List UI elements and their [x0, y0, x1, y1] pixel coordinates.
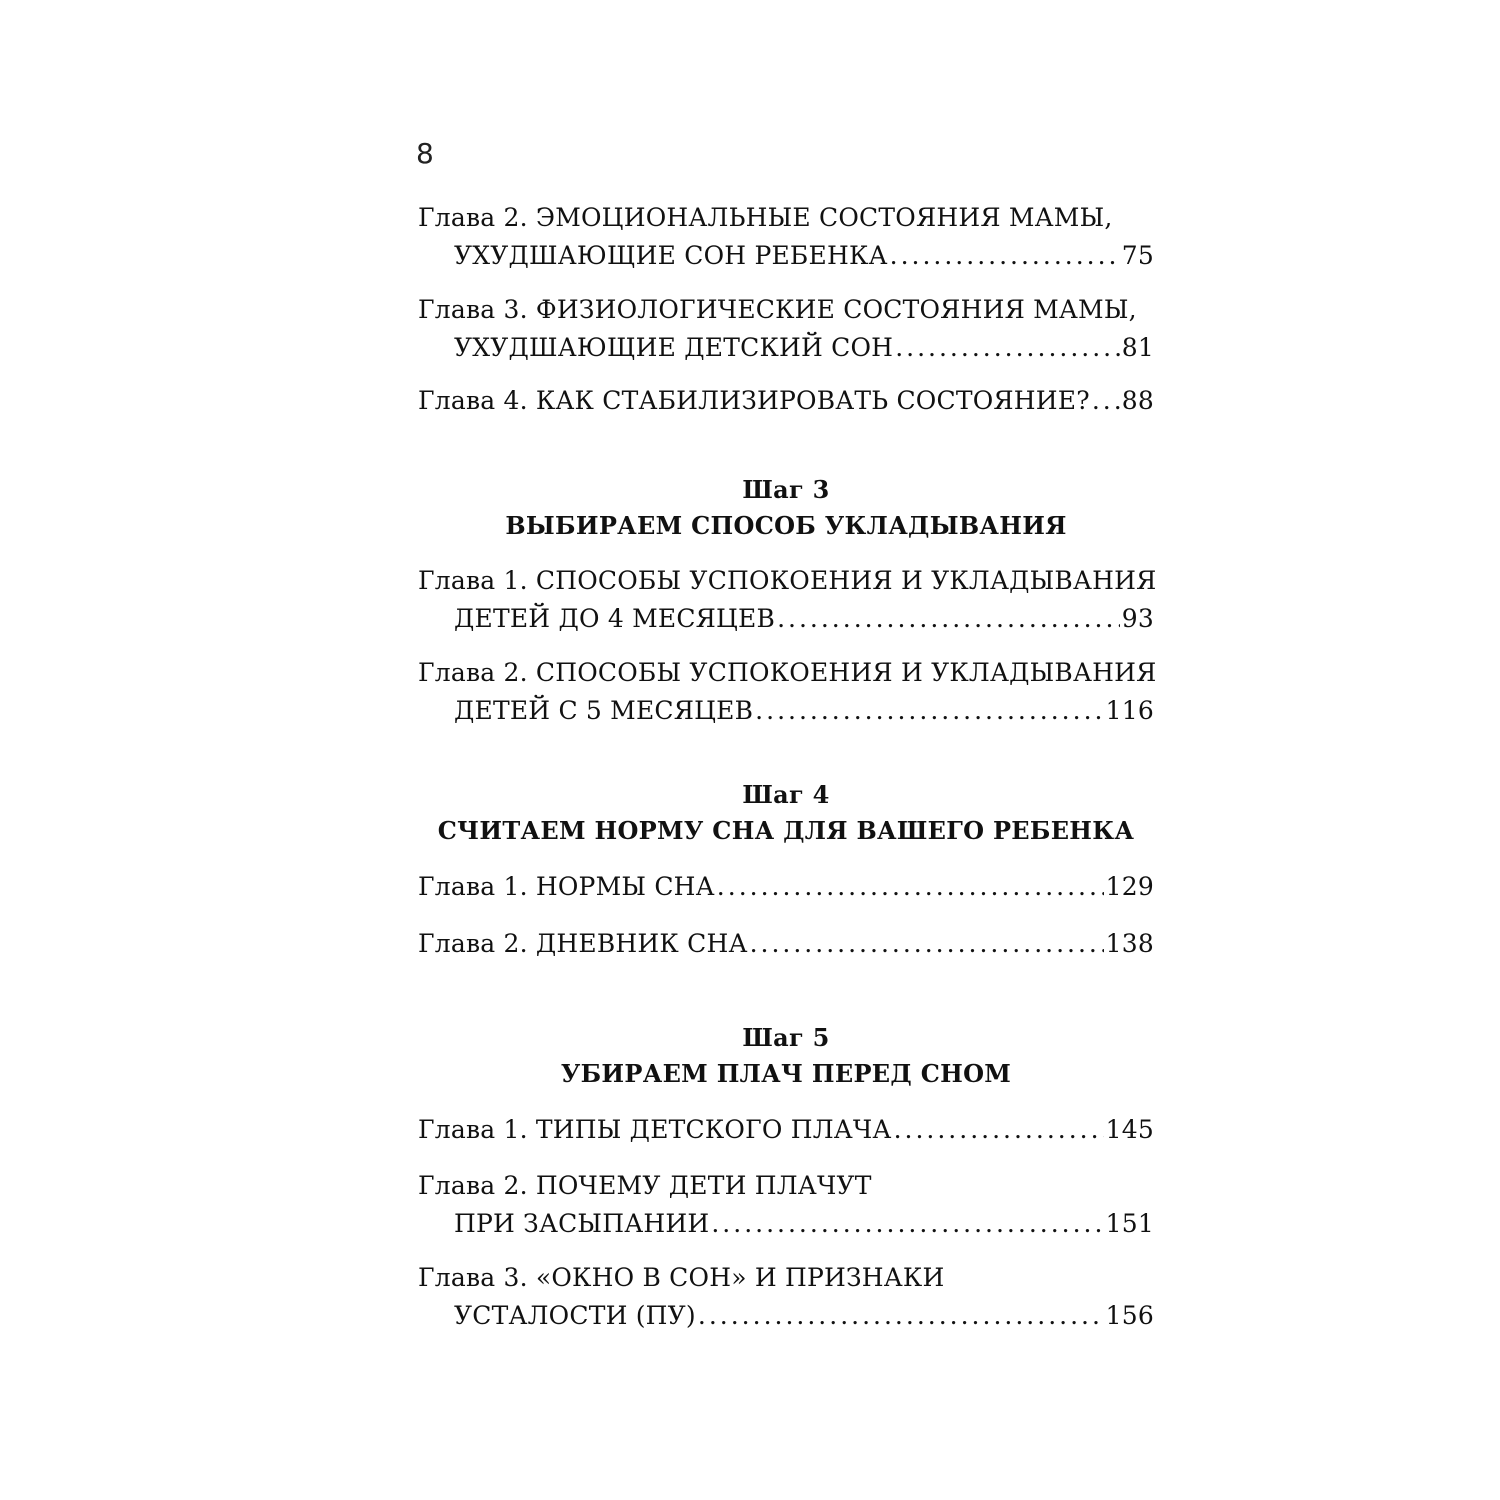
- toc-entry-title: Глава 1. ТИПЫ ДЕТСКОГО ПЛАЧА: [418, 1115, 892, 1144]
- toc-entry-page: 138: [1105, 929, 1154, 958]
- toc-entry: [418, 925, 1154, 963]
- toc-entry-page: 145: [1105, 1115, 1154, 1144]
- toc-entry-title: Глава 2. ПОЧЕМУ ДЕТИ ПЛАЧУТ: [418, 1171, 872, 1200]
- toc-entry-page: 151: [1105, 1209, 1154, 1238]
- toc-entry-title-cont: ДЕТЕЙ С 5 МЕСЯЦЕВ: [454, 696, 754, 725]
- toc-entry: [418, 199, 1154, 275]
- toc-entry-page: 156: [1105, 1301, 1154, 1330]
- toc-entry-page: 129: [1105, 872, 1154, 901]
- toc-entry: [418, 1167, 1154, 1243]
- toc-entry-title: Глава 1. СПОСОБЫ УСПОКОЕНИЯ И УКЛАДЫВАНИЯ: [418, 566, 1157, 595]
- toc-entry: [418, 868, 1154, 906]
- step-heading: [368, 777, 1204, 849]
- toc-entry-title-cont: ПРИ ЗАСЫПАНИИ: [454, 1209, 710, 1238]
- toc-entry-page: 93: [1121, 604, 1154, 633]
- step-label: Шаг 4: [742, 780, 830, 809]
- toc-entry-title: Глава 3. «ОКНО В СОН» И ПРИЗНАКИ: [418, 1263, 945, 1292]
- toc-entry-title-cont: ДЕТЕЙ ДО 4 МЕСЯЦЕВ: [454, 604, 776, 633]
- toc-entry-title: Глава 2. ЭМОЦИОНАЛЬНЫЕ СОСТОЯНИЯ МАМЫ,: [418, 203, 1113, 232]
- dot-leader: [895, 329, 1120, 367]
- step-label: Шаг 5: [742, 1023, 830, 1052]
- toc-entry-page: 88: [1121, 386, 1154, 415]
- dot-leader: [711, 1205, 1103, 1243]
- step-title: УБИРАЕМ ПЛАЧ ПЕРЕД СНОМ: [560, 1059, 1012, 1088]
- step-heading: [368, 1020, 1204, 1092]
- dot-leader: [1092, 382, 1120, 420]
- toc-entry-title: Глава 4. КАК СТАБИЛИЗИРОВАТЬ СОСТОЯНИЕ?: [418, 386, 1090, 415]
- toc-entry-page: 75: [1121, 241, 1154, 270]
- toc-entry: [418, 382, 1154, 420]
- toc-entry: [418, 562, 1157, 638]
- toc-entry-title-cont: УХУДШАЮЩИЕ ДЕТСКИЙ СОН: [454, 333, 894, 362]
- toc-entry-title: Глава 2. ДНЕВНИК СНА: [418, 929, 748, 958]
- toc-entry: [418, 1111, 1154, 1149]
- dot-leader: [894, 1111, 1104, 1149]
- toc-entry-title-cont: УСТАЛОСТИ (ПУ): [454, 1301, 696, 1330]
- dot-leader: [717, 868, 1104, 906]
- dot-leader: [777, 600, 1120, 638]
- dot-leader: [755, 692, 1104, 730]
- toc-entry-title: Глава 2. СПОСОБЫ УСПОКОЕНИЯ И УКЛАДЫВАНИЯ: [418, 658, 1157, 687]
- toc-entry-page: 116: [1105, 696, 1154, 725]
- toc-entry: [418, 291, 1154, 367]
- dot-leader: [890, 237, 1120, 275]
- dot-leader: [750, 925, 1104, 963]
- page-number: 8: [416, 137, 434, 170]
- step-title: СЧИТАЕМ НОРМУ СНА ДЛЯ ВАШЕГО РЕБЕНКА: [437, 816, 1135, 845]
- toc-entry-title: Глава 1. НОРМЫ СНА: [418, 872, 715, 901]
- toc-entry-page: 81: [1121, 333, 1154, 362]
- toc-entry: [418, 654, 1157, 730]
- toc-entry-title: Глава 3. ФИЗИОЛОГИЧЕСКИЕ СОСТОЯНИЯ МАМЫ,: [418, 295, 1137, 324]
- step-heading: [368, 472, 1204, 544]
- toc-entry-title-cont: УХУДШАЮЩИЕ СОН РЕБЕНКА: [454, 241, 888, 270]
- step-label: Шаг 3: [742, 475, 830, 504]
- step-title: ВЫБИРАЕМ СПОСОБ УКЛАДЫВАНИЯ: [505, 511, 1067, 540]
- dot-leader: [698, 1297, 1104, 1335]
- toc-entry: [418, 1259, 1154, 1335]
